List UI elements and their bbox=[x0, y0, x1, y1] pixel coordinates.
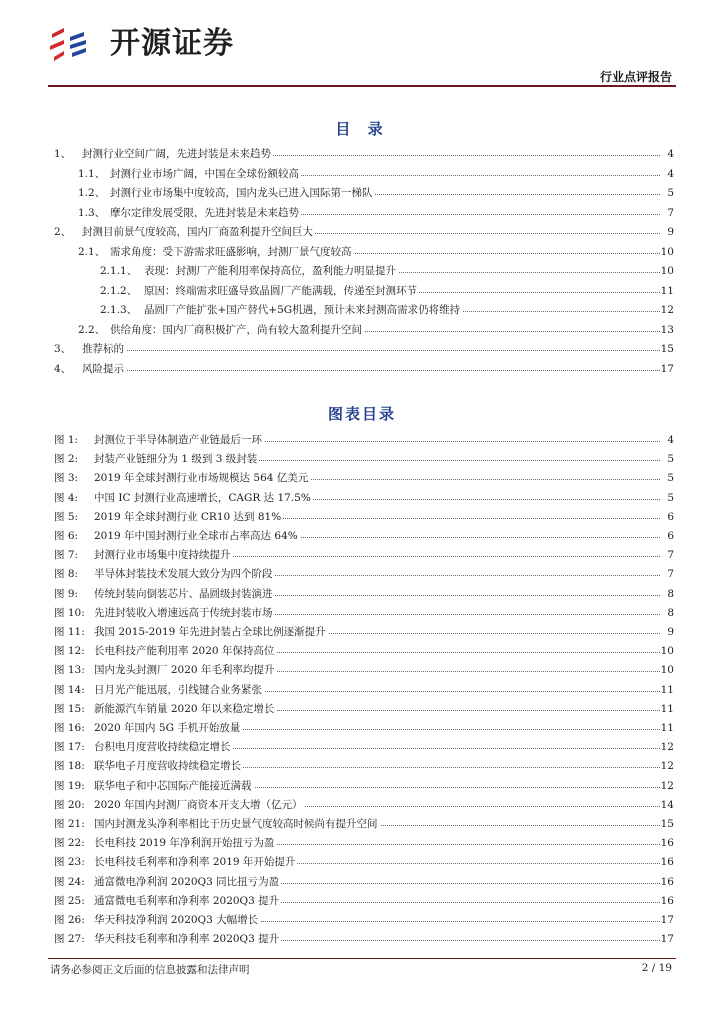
toc-entry[interactable] bbox=[0, 224, 724, 240]
entry-title: 供给角度：国内厂商积极扩产，尚有较大盈利提升空间 bbox=[110, 323, 362, 336]
entry-title: 国内龙头封测厂 2020 年毛利率均提升 bbox=[94, 664, 275, 677]
entry-number: 2.2、 bbox=[78, 323, 106, 336]
entry-number: 图 16: bbox=[54, 722, 85, 734]
footer-disclaimer: 请务必参阅正文后面的信息披露和法律声明 bbox=[50, 964, 250, 976]
entry-title: 我国 2015-2019 年先进封装占全球比例逐渐提升 bbox=[94, 626, 326, 638]
entry-title: 2019 年全球封测行业 CR10 达到 81% bbox=[94, 510, 282, 523]
toc-entry[interactable] bbox=[0, 816, 724, 832]
entry-page-number: 11 bbox=[660, 284, 674, 297]
entry-title: 联华电子月度营收持续稳定增长 bbox=[94, 760, 241, 773]
entry-title: 表现：封测厂产能利用率保持高位，盈利能力明显提升 bbox=[144, 265, 396, 277]
entry-number: 图 15: bbox=[54, 702, 85, 715]
entry-title: 封测行业市场集中度持续提升 bbox=[94, 549, 231, 562]
company-logo bbox=[48, 18, 234, 62]
entry-page-number: 6 bbox=[660, 528, 674, 544]
toc-entry[interactable] bbox=[0, 605, 724, 621]
toc-entry[interactable] bbox=[0, 166, 724, 182]
toc-entry[interactable] bbox=[0, 662, 724, 678]
entry-number: 2.1.2、 bbox=[100, 284, 138, 297]
entry-title: 2019 年全球封测行业市场规模达 564 亿美元 bbox=[94, 472, 309, 485]
entry-number: 图 4: bbox=[54, 491, 79, 504]
entry-title: 传统封装向倒装芯片、晶圆级封装演进 bbox=[94, 587, 273, 600]
entry-page-number: 16 bbox=[660, 894, 674, 907]
entry-title: 封装产业链细分为 1 级到 3 级封装 bbox=[94, 453, 258, 466]
entry-page-number: 16 bbox=[660, 856, 674, 869]
toc-entry[interactable] bbox=[0, 146, 724, 162]
entry-number: 1.2、 bbox=[78, 187, 106, 199]
entry-page-number: 7 bbox=[660, 566, 674, 582]
toc-entry[interactable] bbox=[0, 643, 724, 659]
entry-page-number: 12 bbox=[660, 304, 674, 316]
toc-entry[interactable] bbox=[0, 931, 724, 947]
entry-page-number: 12 bbox=[660, 779, 674, 792]
entry-page-number: 6 bbox=[660, 509, 674, 525]
entry-page-number: 7 bbox=[660, 205, 674, 221]
entry-number: 1.1、 bbox=[78, 167, 106, 180]
toc-entry[interactable] bbox=[0, 566, 724, 582]
dot-leader bbox=[82, 350, 660, 351]
entry-title: 风险提示 bbox=[82, 362, 124, 375]
entry-title: 通富微电毛利率和净利率 2020Q3 提升 bbox=[94, 894, 280, 907]
toc-entry[interactable] bbox=[0, 302, 724, 318]
entry-title: 中国 IC 封测行业高速增长，CAGR 达 17.5% bbox=[94, 491, 311, 504]
footer-divider bbox=[48, 958, 676, 959]
entry-title: 华天科技毛利率和净利率 2020Q3 提升 bbox=[94, 933, 280, 946]
entry-title: 摩尔定律发展受限，先进封装是未来趋势 bbox=[110, 206, 299, 219]
toc-entry[interactable] bbox=[0, 528, 724, 544]
entry-number: 图 24: bbox=[54, 875, 85, 888]
toc-entry[interactable] bbox=[0, 701, 724, 717]
entry-page-number: 13 bbox=[660, 323, 674, 336]
entry-number: 1.3、 bbox=[78, 206, 106, 219]
entry-number: 图 8: bbox=[54, 568, 79, 581]
toc-entry[interactable] bbox=[0, 586, 724, 602]
toc-entry[interactable] bbox=[0, 341, 724, 357]
entry-number: 图 23: bbox=[54, 856, 85, 869]
entry-number: 2、 bbox=[54, 226, 72, 238]
entry-number: 图 27: bbox=[54, 933, 85, 946]
dot-leader bbox=[82, 370, 660, 371]
entry-page-number: 5 bbox=[660, 451, 674, 467]
entry-page-number: 9 bbox=[660, 624, 674, 640]
entry-title: 半导体封装技术发展大致分为四个阶段 bbox=[94, 568, 273, 581]
entry-number: 图 6: bbox=[54, 530, 79, 542]
toc-title: 目 录 bbox=[335, 120, 389, 138]
entry-page-number: 8 bbox=[660, 605, 674, 621]
entry-number: 2.1.1、 bbox=[100, 265, 138, 277]
toc-entry[interactable] bbox=[0, 490, 724, 506]
toc-entry[interactable] bbox=[0, 185, 724, 201]
entry-page-number: 10 bbox=[660, 245, 674, 258]
entry-number: 图 17: bbox=[54, 741, 85, 754]
entry-page-number: 5 bbox=[660, 490, 674, 506]
entry-page-number: 11 bbox=[660, 702, 674, 715]
toc-entry[interactable] bbox=[0, 739, 724, 755]
entry-page-number: 17 bbox=[660, 362, 674, 375]
entry-number: 图 12: bbox=[54, 645, 85, 658]
page-number: 2 / 19 bbox=[641, 962, 672, 974]
entry-page-number: 5 bbox=[660, 470, 674, 486]
entry-page-number: 10 bbox=[660, 664, 674, 677]
entry-number: 图 25: bbox=[54, 894, 85, 907]
entry-number: 图 14: bbox=[54, 683, 85, 696]
toc-entry[interactable] bbox=[0, 283, 724, 299]
entry-title: 日月光产能迅展，引线键合业务紧张 bbox=[94, 683, 262, 696]
entry-number: 3、 bbox=[54, 343, 72, 355]
entry-page-number: 15 bbox=[660, 343, 674, 355]
entry-page-number: 4 bbox=[660, 166, 674, 182]
entry-number: 图 19: bbox=[54, 779, 85, 792]
entry-number: 图 10: bbox=[54, 606, 85, 619]
toc-entry[interactable] bbox=[0, 874, 724, 890]
entry-page-number: 14 bbox=[660, 798, 674, 811]
header-divider bbox=[48, 85, 676, 87]
entry-number: 图 13: bbox=[54, 664, 85, 677]
toc-entry[interactable] bbox=[0, 893, 724, 909]
entry-page-number: 5 bbox=[660, 185, 674, 201]
entry-title: 2020 年国内 5G 手机开始放量 bbox=[94, 722, 241, 734]
entry-title: 通富微电净利润 2020Q3 同比扭亏为盈 bbox=[94, 875, 280, 888]
entry-title: 推荐标的 bbox=[82, 343, 124, 355]
entry-title: 封测行业市场集中度较高，国内龙头已进入国际第一梯队 bbox=[110, 187, 373, 199]
entry-number: 1、 bbox=[54, 148, 72, 160]
entry-title: 封测行业空间广阔，先进封装是未来趋势 bbox=[82, 148, 271, 160]
toc-entry[interactable] bbox=[0, 624, 724, 640]
toc-entry[interactable] bbox=[0, 432, 724, 448]
entry-page-number: 4 bbox=[660, 432, 674, 448]
entry-title: 2020 年国内封测厂商资本开支大增（亿元） bbox=[94, 798, 303, 811]
toc-entry[interactable] bbox=[0, 205, 724, 221]
entry-title: 新能源汽车销量 2020 年以来稳定增长 bbox=[94, 702, 275, 715]
entry-title: 台积电月度营收持续稳定增长 bbox=[94, 741, 231, 754]
entry-page-number: 12 bbox=[660, 760, 674, 773]
entry-number: 图 1: bbox=[54, 434, 79, 446]
toc-entry[interactable] bbox=[0, 758, 724, 774]
entry-number: 图 7: bbox=[54, 549, 79, 562]
entry-page-number: 15 bbox=[660, 818, 674, 830]
entry-page-number: 17 bbox=[660, 914, 674, 926]
toc-entry[interactable] bbox=[0, 720, 724, 736]
entry-number: 图 11: bbox=[54, 626, 85, 638]
entry-number: 图 21: bbox=[54, 818, 85, 830]
entry-number: 图 3: bbox=[54, 472, 79, 485]
entry-title: 长电科技 2019 年净利润开始扭亏为盈 bbox=[94, 837, 275, 850]
entry-number: 图 2: bbox=[54, 453, 79, 466]
entry-title: 华天科技净利润 2020Q3 大幅增长 bbox=[94, 914, 259, 926]
entry-title: 封测位于半导体制造产业链最后一环 bbox=[94, 434, 262, 446]
logo-mark-icon bbox=[48, 18, 104, 62]
toc-entry[interactable] bbox=[0, 547, 724, 563]
entry-number: 4、 bbox=[54, 362, 72, 375]
entry-title: 原因：终端需求旺盛导致晶圆厂产能满载，传递至封测环节 bbox=[144, 284, 417, 297]
entry-title: 封测行业市场广阔，中国在全球份额较高 bbox=[110, 167, 299, 180]
entry-number: 图 20: bbox=[54, 798, 85, 811]
entry-page-number: 9 bbox=[660, 224, 674, 240]
entry-number: 图 18: bbox=[54, 760, 85, 773]
entry-title: 联华电子和中芯国际产能接近满载 bbox=[94, 779, 252, 792]
entry-number: 图 26: bbox=[54, 914, 85, 926]
entry-page-number: 10 bbox=[660, 645, 674, 658]
entry-title: 需求角度：受下游需求旺盛影响，封测厂景气度较高 bbox=[110, 245, 352, 258]
entry-page-number: 8 bbox=[660, 586, 674, 602]
entry-page-number: 10 bbox=[660, 265, 674, 277]
entry-number: 2.1、 bbox=[78, 245, 106, 258]
entry-title: 长电科技毛利率和净利率 2019 年开始提升 bbox=[94, 856, 296, 869]
toc-entry[interactable] bbox=[0, 682, 724, 698]
entry-title: 先进封装收入增速远高于传统封装市场 bbox=[94, 606, 273, 619]
toc-entry[interactable] bbox=[0, 797, 724, 813]
toc-entry[interactable] bbox=[0, 835, 724, 851]
entry-title: 晶圆厂产能扩张+国产替代+5G机遇，预计未来封测高需求仍将维持 bbox=[144, 304, 461, 316]
toc-entry[interactable] bbox=[0, 263, 724, 279]
toc-entry[interactable] bbox=[0, 244, 724, 260]
entry-title: 封测目前景气度较高，国内厂商盈利提升空间巨大 bbox=[82, 226, 313, 238]
entry-page-number: 12 bbox=[660, 741, 674, 754]
toc-entry[interactable] bbox=[0, 912, 724, 928]
figure-list-title: 图表目录 bbox=[327, 405, 396, 423]
entry-title: 2019 年中国封测行业全球市占率高达 64% bbox=[94, 530, 298, 542]
toc-entry[interactable] bbox=[0, 778, 724, 794]
logo-text: 开源证券 bbox=[110, 26, 234, 61]
toc-entry[interactable] bbox=[0, 470, 724, 486]
toc-entry[interactable] bbox=[0, 322, 724, 338]
entry-title: 长电科技产能利用率 2020 年保持高位 bbox=[94, 645, 275, 658]
entry-number: 图 5: bbox=[54, 510, 79, 523]
toc-entry[interactable] bbox=[0, 854, 724, 870]
toc-entry[interactable] bbox=[0, 361, 724, 377]
entry-page-number: 16 bbox=[660, 837, 674, 850]
entry-page-number: 16 bbox=[660, 875, 674, 888]
entry-number: 图 22: bbox=[54, 837, 85, 850]
entry-number: 图 9: bbox=[54, 587, 79, 600]
entry-page-number: 11 bbox=[660, 683, 674, 696]
entry-page-number: 4 bbox=[660, 146, 674, 162]
entry-page-number: 17 bbox=[660, 933, 674, 946]
report-type-label: 行业点评报告 bbox=[599, 70, 672, 84]
toc-entry[interactable] bbox=[0, 509, 724, 525]
toc-entry[interactable] bbox=[0, 451, 724, 467]
entry-page-number: 11 bbox=[660, 722, 674, 734]
entry-number: 2.1.3、 bbox=[100, 304, 138, 316]
entry-page-number: 7 bbox=[660, 547, 674, 563]
entry-title: 国内封测龙头净利率相比于历史景气度较高时候尚有提升空间 bbox=[94, 818, 378, 830]
